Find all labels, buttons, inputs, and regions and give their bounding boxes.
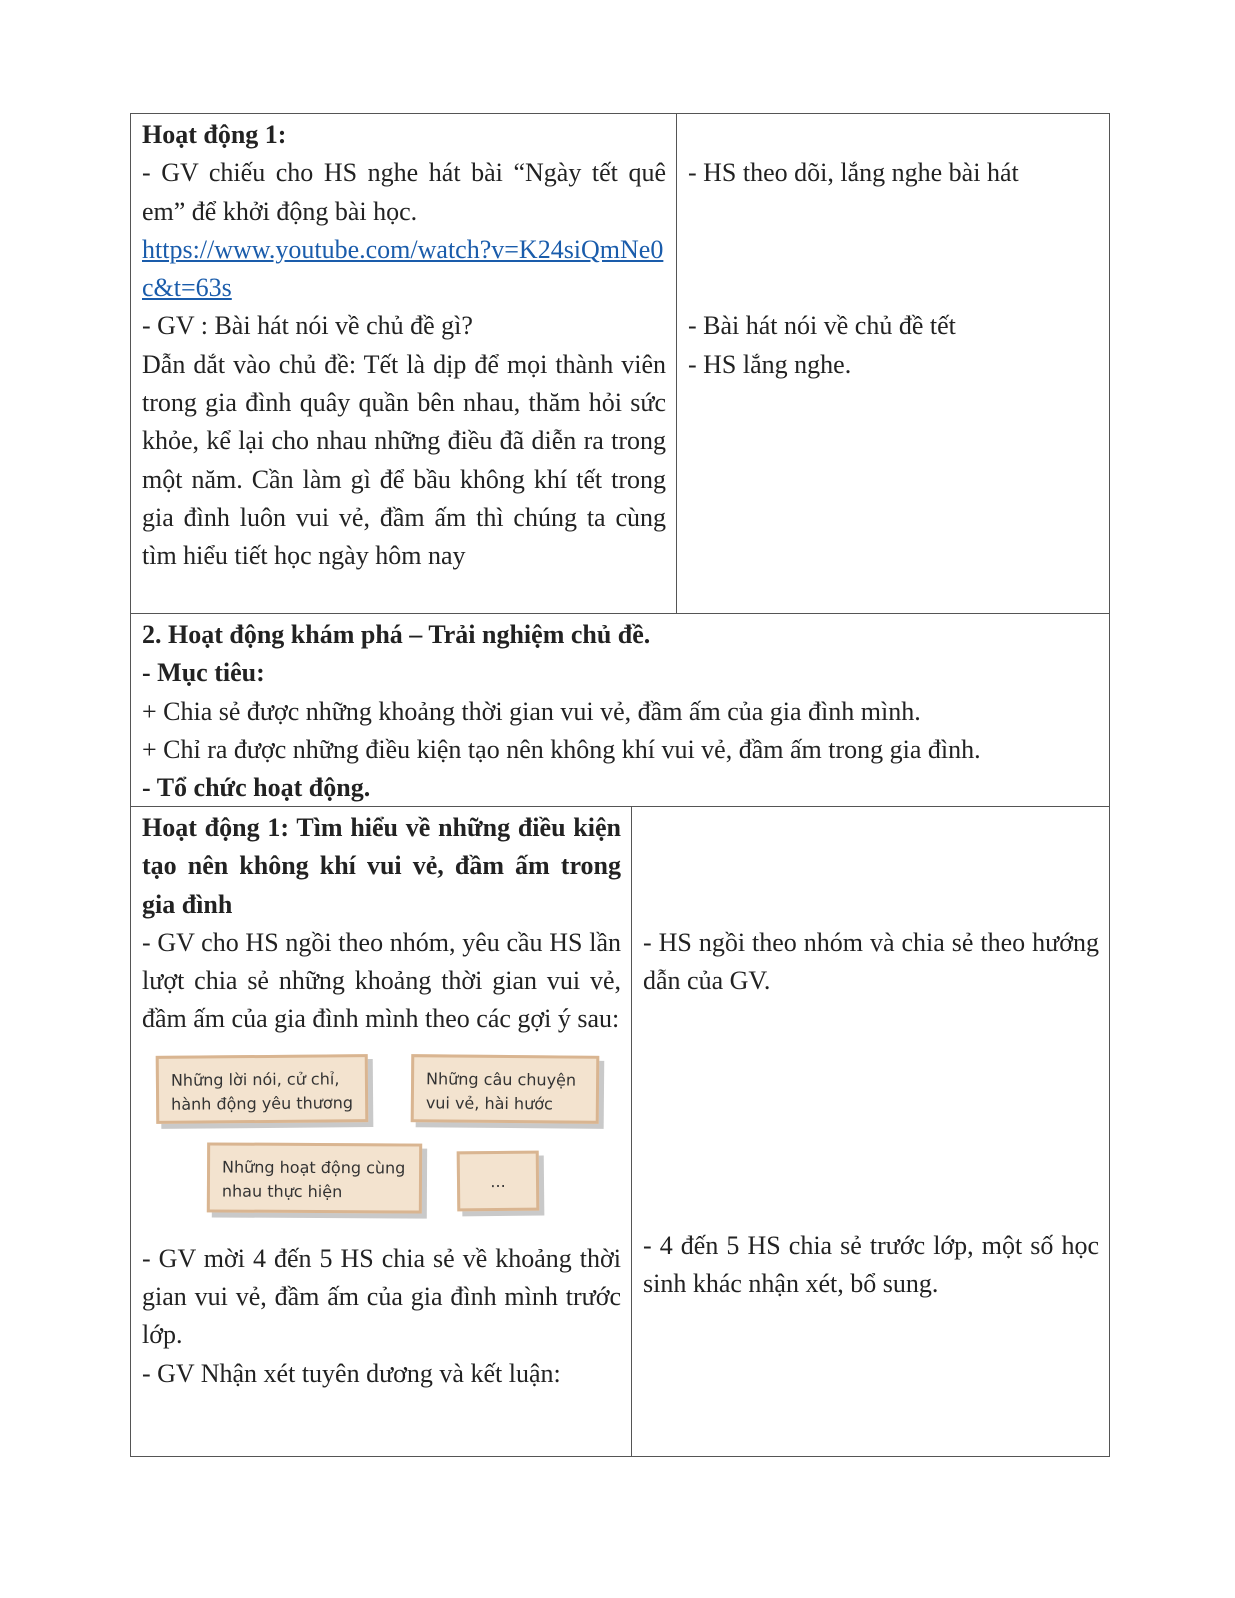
student-column	[677, 114, 1109, 613]
student-answer: - Bài hát nói về chủ đề tết	[688, 311, 956, 341]
student-listen: - HS theo dõi, lắng nghe bài hát	[688, 158, 1019, 187]
objective-1: + Chia sẻ được những khoảng thời gian vui vẻ, đầm ấm của gia đình mình.	[142, 696, 921, 726]
suggestion-card: Những hoạt động cùng nhau thực hiện	[207, 1142, 422, 1213]
student-group: - HS ngồi theo nhóm và chia sẻ theo hướng dẫn của GV.	[643, 928, 1099, 996]
suggestion-card: ...	[457, 1150, 540, 1211]
teacher-question: - GV : Bài hát nói về chủ đề gì?	[142, 311, 473, 341]
activity-1-heading: Hoạt động 1: Tìm hiểu về những điều kiện tạo nên không khí vui vẻ, đầm ấm trong gia đình	[142, 813, 621, 919]
student-column	[632, 807, 1109, 1456]
teacher-conclude: - GV Nhận xét tuyên dương và kết luận:	[142, 1358, 561, 1388]
objective-2: + Chỉ ra được những điều kiện tạo nên không khí vui vẻ, đầm ấm trong gia đình.	[142, 734, 981, 764]
organize-label: - Tổ chức hoạt động.	[142, 773, 371, 803]
video-link[interactable]: https://www.youtube.com/watch?v=K24siQmNe0c&t=63s	[142, 234, 664, 303]
teacher-lead-in: Dẫn dắt vào chủ đề: Tết là dịp để mọi thành viên trong gia đình quây quần bên nhau, thăm hỏi sức khỏe, kể lại cho nhau những điều đã diễn ra trong một năm. Cần làm gì để bầu không khí tết trong gia đình luôn vui vẻ, đầm ấm thì chúng ta cùng tìm hiểu tiết học ngày hôm nay	[142, 349, 666, 571]
student-share: - 4 đến 5 HS chia sẻ trước lớp, một số học sinh khác nhận xét, bổ sung.	[643, 1230, 1099, 1298]
activity-heading: Hoạt động 1:	[142, 120, 287, 149]
objectives-label: - Mục tiêu:	[142, 658, 265, 688]
student-listen2: - HS lắng nghe.	[688, 349, 852, 379]
teacher-invite: - GV mời 4 đến 5 HS chia sẻ về khoảng thời gian vui vẻ, đầm ấm của gia đình mình trước lớp.	[142, 1243, 621, 1350]
suggestion-cards	[142, 1051, 621, 1234]
lesson-table	[130, 113, 1110, 1457]
activity-1-row	[131, 806, 1109, 1456]
explore-cell	[131, 614, 1109, 806]
teacher-intro: - GV chiếu cho HS nghe hát bài “Ngày tết quê em” để khởi động bài học.	[142, 158, 666, 226]
suggestion-card: Những câu chuyện vui vẻ, hài hước	[411, 1054, 600, 1124]
teacher-column	[131, 807, 632, 1456]
suggestion-card: Những lời nói, cử chỉ, hành động yêu thương	[156, 1054, 369, 1124]
explore-row	[131, 613, 1109, 806]
explore-heading: 2. Hoạt động khám phá – Trải nghiệm chủ đề.	[142, 620, 651, 649]
teacher-column	[131, 114, 677, 613]
teacher-group: - GV cho HS ngồi theo nhóm, yêu cầu HS lần lượt chia sẻ những khoảng thời gian vui vẻ, đầm ấm của gia đình mình theo các gợi ý sau:	[142, 927, 621, 1034]
warmup-row	[131, 114, 1109, 613]
